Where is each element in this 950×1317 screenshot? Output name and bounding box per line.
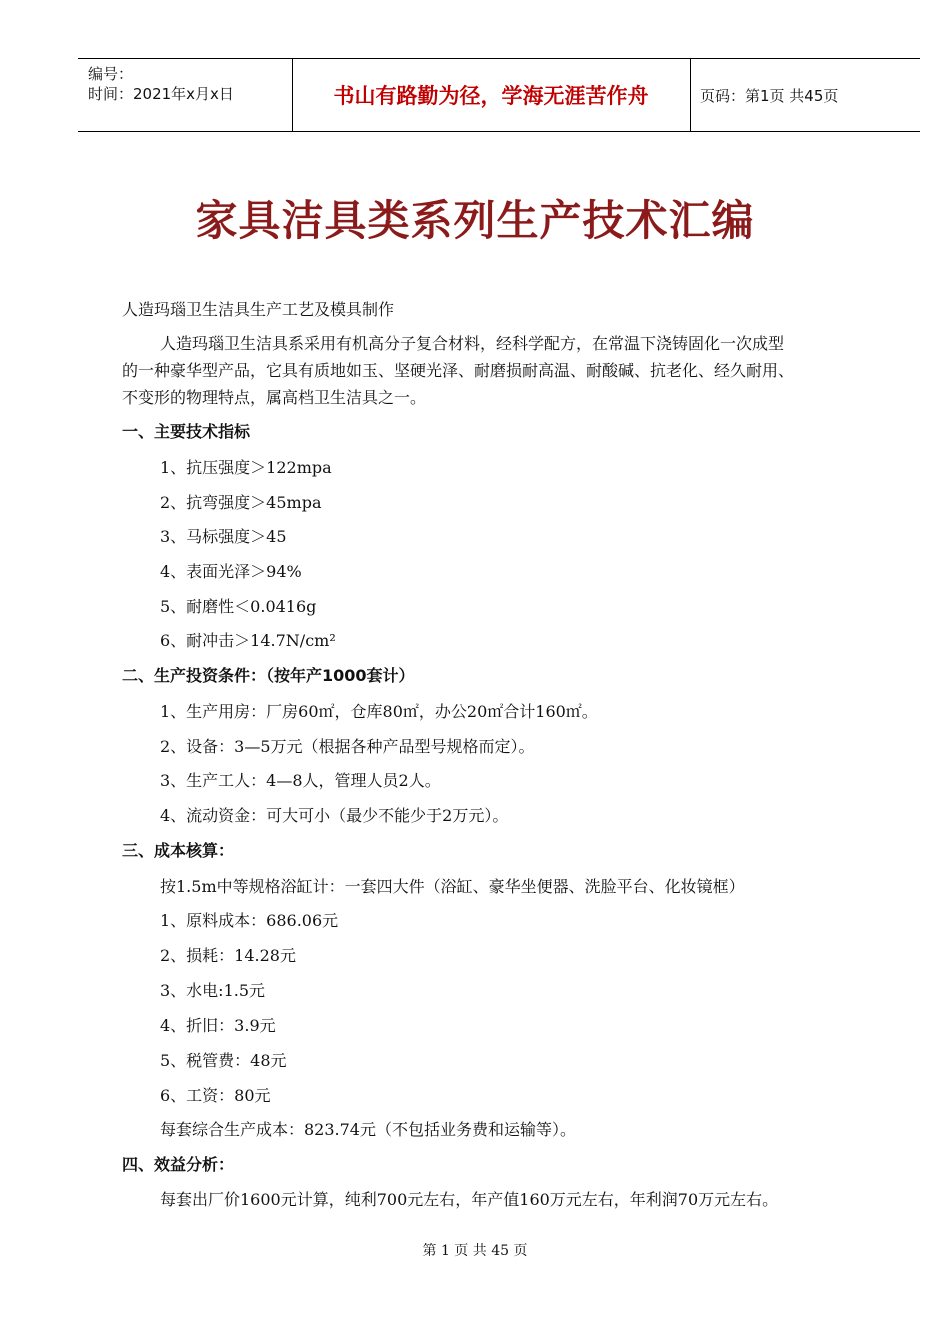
header-motto: 书山有路勤为径，学海无涯苦作舟 — [292, 59, 691, 131]
list-item: 2、抗弯强度＞45mpa — [160, 493, 322, 512]
list-item: 3、水电:1.5元 — [160, 981, 266, 1000]
list-item: 1、生产用房：厂房60㎡，仓库80㎡，办公20㎡合计160㎡。 — [160, 702, 598, 721]
intro-line: 不变形的物理特点，属高档卫生洁具之一。 — [122, 388, 427, 407]
list-item: 3、生产工人：4—8人，管理人员2人。 — [160, 771, 441, 790]
list-item: 1、原料成本：686.06元 — [160, 911, 339, 930]
section-heading: 三、成本核算： — [122, 841, 235, 860]
list-item: 1、抗压强度＞122mpa — [160, 458, 332, 477]
list-item: 4、表面光泽＞94% — [160, 562, 302, 581]
document-title: 家具洁具类系列生产技术汇编 — [195, 196, 755, 245]
section-heading: 一、主要技术指标 — [122, 422, 251, 441]
section-heading: 二、生产投资条件：（按年产1000套计） — [122, 666, 415, 685]
document-time-label: 时间：2021年x月x日 — [88, 85, 234, 103]
list-item: 4、流动资金：可大可小（最少不能少于2万元）。 — [160, 806, 509, 825]
document-number-label: 编号： — [88, 65, 134, 83]
header-meta-cell — [78, 59, 293, 131]
list-item: 3、马标强度＞45 — [160, 527, 287, 546]
list-item: 每套出厂价1600元计算，纯利700元左右，年产值160万元左右，年利润70万元左右。 — [160, 1190, 779, 1209]
document-subtitle: 人造玛瑙卫生洁具生产工艺及模具制作 — [122, 300, 395, 319]
intro-line: 人造玛瑙卫生洁具系采用有机高分子复合材料，经科学配方，在常温下浇铸固化一次成型 — [160, 334, 785, 353]
list-item: 4、折旧：3.9元 — [160, 1016, 276, 1035]
page-header — [78, 58, 920, 132]
section-heading: 四、效益分析： — [122, 1155, 235, 1174]
intro-line: 的一种豪华型产品，它具有质地如玉、坚硬光泽、耐磨损耐高温、耐酸碱、抗老化、经久耐用、 — [122, 361, 795, 380]
header-page-info: 页码：第1页 共45页 — [700, 86, 839, 105]
list-item: 按1.5m中等规格浴缸计：一套四大件（浴缸、豪华坐便器、洗脸平台、化妆镜框） — [160, 877, 745, 896]
list-item: 5、耐磨性＜0.0416g — [160, 597, 317, 616]
page-footer: 第 1 页 共 45 页 — [422, 1243, 528, 1259]
list-item: 6、耐冲击＞14.7N/cm² — [160, 631, 336, 650]
list-item: 每套综合生产成本：823.74元（不包括业务费和运输等）。 — [160, 1120, 576, 1139]
list-item: 2、设备：3—5万元（根据各种产品型号规格而定）。 — [160, 737, 535, 756]
list-item: 5、税管费：48元 — [160, 1051, 287, 1070]
list-item: 6、工资：80元 — [160, 1086, 271, 1105]
list-item: 2、损耗：14.28元 — [160, 946, 296, 965]
